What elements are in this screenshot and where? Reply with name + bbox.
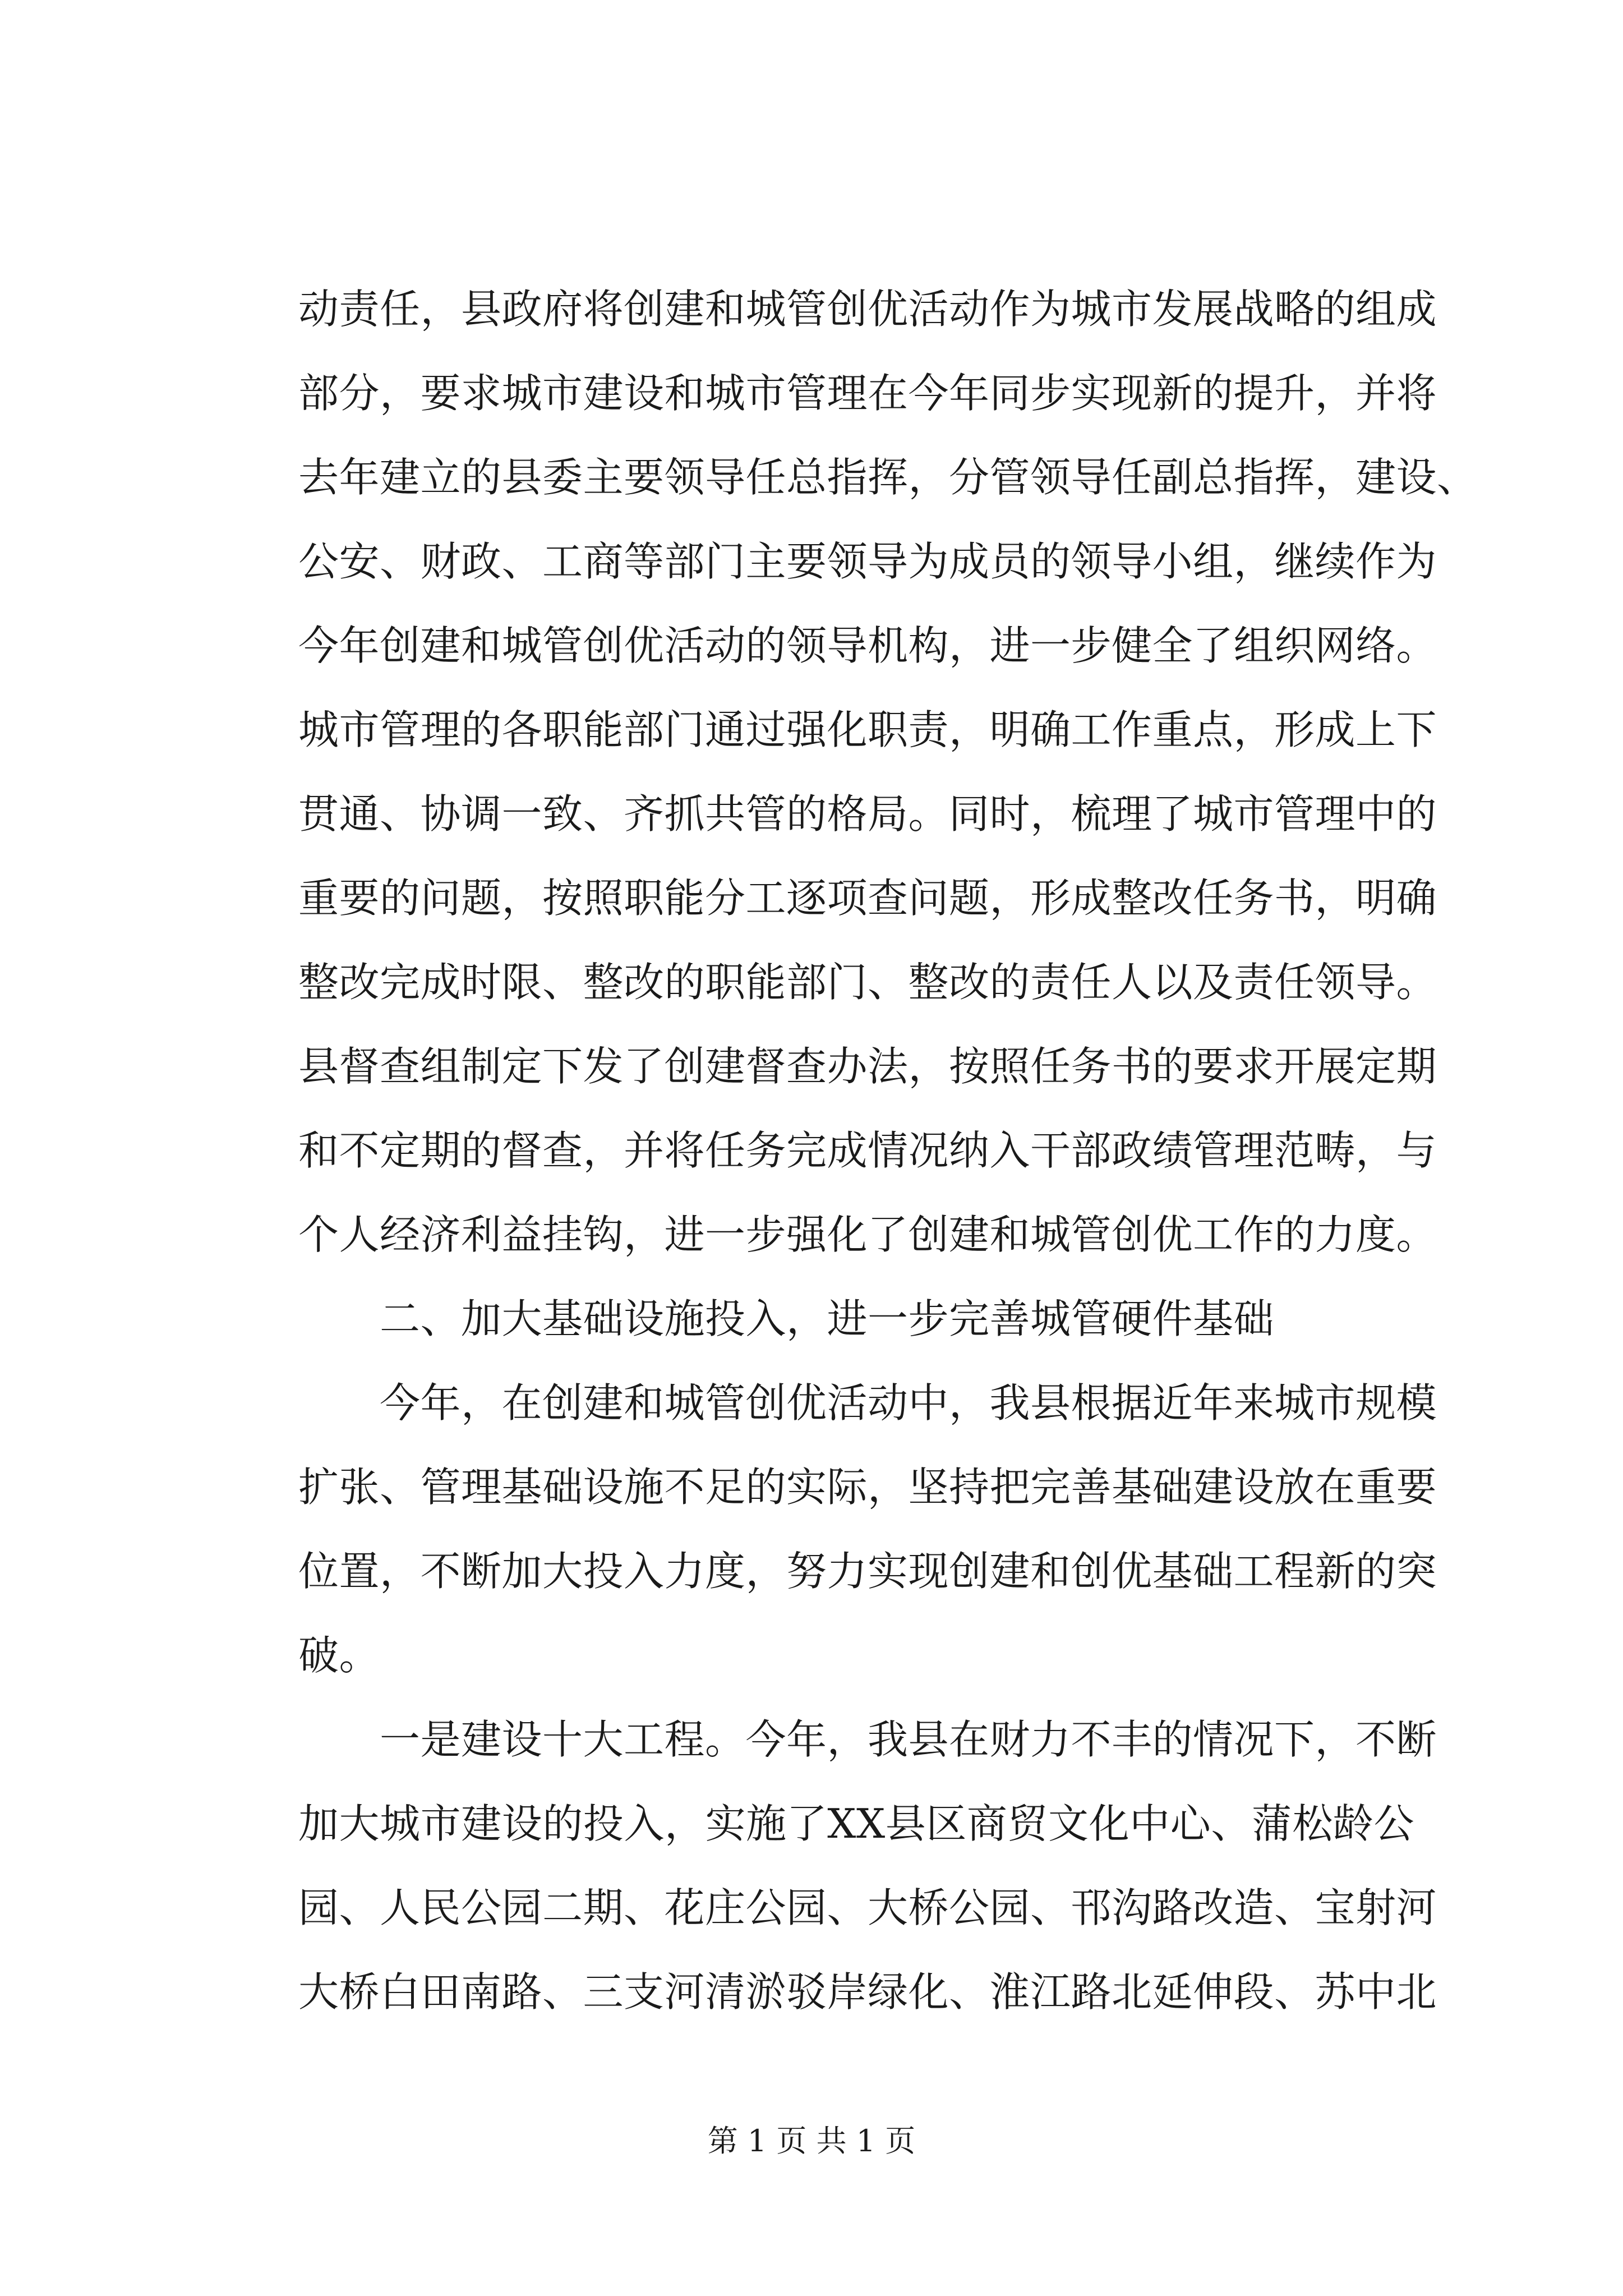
document-body xyxy=(298,267,1478,2034)
text-line: 整改完成时限、整改的职能部门、整改的责任人以及责任领导。 xyxy=(298,959,1437,1006)
text-line: 扩张、管理基础设施不足的实际，坚持把完善基础建设放在重要 xyxy=(298,1464,1437,1511)
text-line: 县督查组制定下发了创建督查办法，按照任务书的要求开展定期 xyxy=(298,1043,1437,1090)
text-line: 部分，要求城市建设和城市管理在今年同步实现新的提升，并将 xyxy=(298,370,1437,417)
text-line: 动责任，县政府将创建和城管创优活动作为城市发展战略的组成 xyxy=(298,286,1437,333)
text-line: 今年创建和城管创优活动的领导机构，进一步健全了组织网络。 xyxy=(298,622,1437,669)
text-line: 和不定期的督查，并将任务完成情况纳入干部政绩管理范畴，与 xyxy=(298,1127,1437,1174)
text-line: 破。 xyxy=(298,1632,380,1679)
text-line: 一是建设十大工程。今年，我县在财力不丰的情况下，不断 xyxy=(298,1716,1437,1763)
text-line: 贯通、协调一致、齐抓共管的格局。同时，梳理了城市管理中的 xyxy=(298,790,1437,838)
text-line: 大桥白田南路、三支河清淤驳岸绿化、淮江路北延伸段、苏中北 xyxy=(298,1968,1437,2016)
text-line: 重要的问题，按照职能分工逐项查问题，形成整改任务书，明确 xyxy=(298,875,1437,922)
section-heading: 二、加大基础设施投入，进一步完善城管硬件基础 xyxy=(298,1295,1275,1342)
text-line: 园、人民公园二期、花庄公园、大桥公园、邗沟路改造、宝射河 xyxy=(298,1884,1437,1931)
text-line: 加大城市建设的投入，实施了XX县区商贸文化中心、蒲松龄公 xyxy=(298,1800,1414,1847)
text-line: 公安、财政、工商等部门主要领导为成员的领导小组，继续作为 xyxy=(298,538,1437,585)
text-line: 位置，不断加大投入力度，努力实现创建和创优基础工程新的突 xyxy=(298,1548,1437,1595)
text-line: 去年建立的县委主要领导任总指挥，分管领导任副总指挥，建设、 xyxy=(298,454,1478,501)
text-line: 个人经济利益挂钩，进一步强化了创建和城管创优工作的力度。 xyxy=(298,1211,1437,1258)
text-line: 城市管理的各职能部门通过强化职责，明确工作重点，形成上下 xyxy=(298,706,1437,753)
page-footer: 第 1 页 共 1 页 xyxy=(707,2123,916,2159)
text-line: 今年，在创建和城管创优活动中，我县根据近年来城市规模 xyxy=(298,1379,1437,1427)
